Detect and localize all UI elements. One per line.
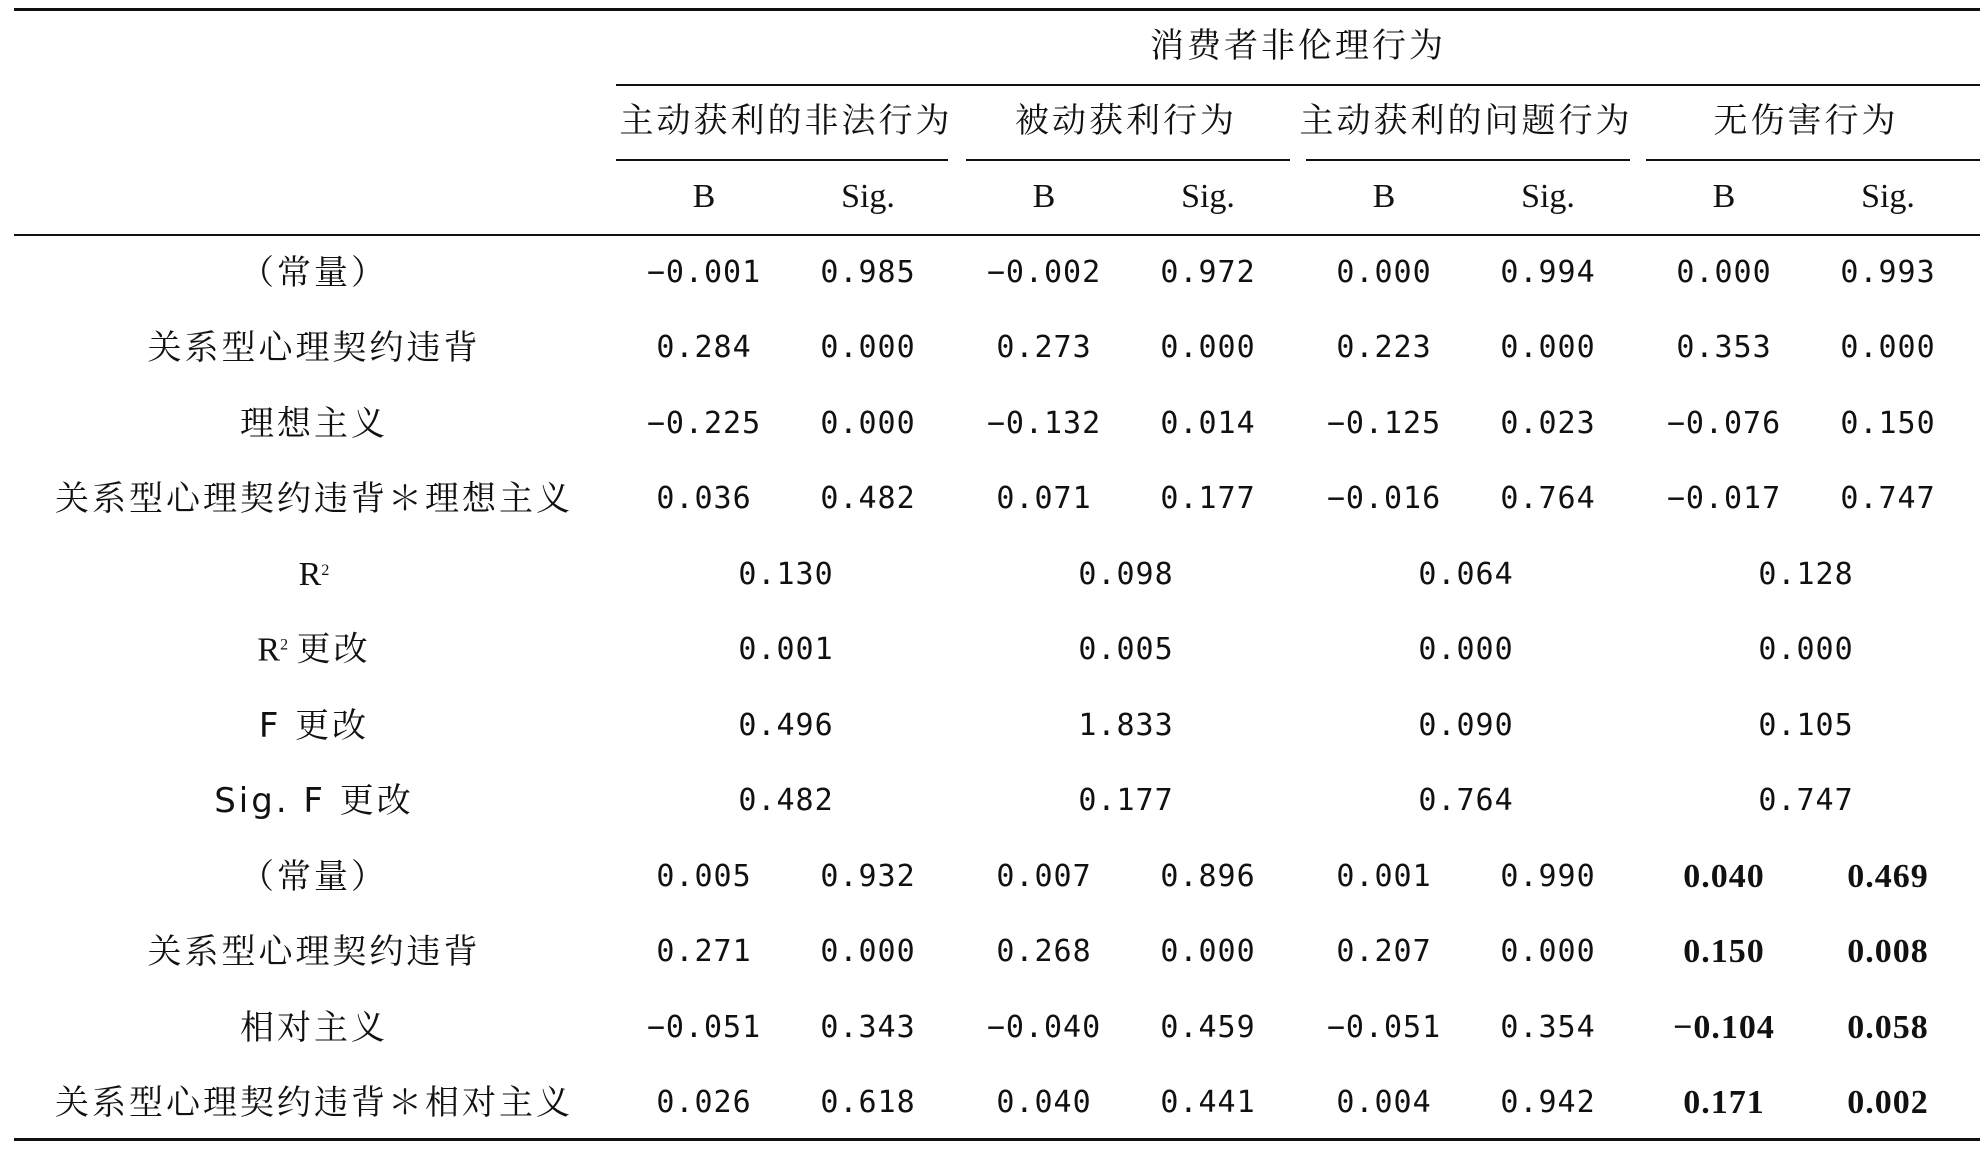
cell-sig: 0.459 bbox=[1160, 1010, 1256, 1045]
cell-sig: 0.942 bbox=[1500, 1085, 1596, 1120]
subgroup-rule-2 bbox=[966, 159, 1290, 161]
cell-b: −0.051 bbox=[1326, 1010, 1442, 1045]
sub-header-sig: Sig. bbox=[1181, 178, 1235, 215]
cell-sig: 0.150 bbox=[1840, 406, 1936, 441]
cell-sig: 0.972 bbox=[1160, 255, 1256, 290]
row-label: 关系型心理契约违背＊理想主义 bbox=[55, 479, 573, 519]
cell-sig: 0.000 bbox=[1500, 330, 1596, 365]
sub-header-b: B bbox=[1032, 178, 1056, 215]
cell-sig-bold: 0.058 bbox=[1847, 1009, 1929, 1046]
f-change-value: 0.496 bbox=[738, 708, 834, 743]
cell-sig: 0.764 bbox=[1500, 481, 1596, 516]
cell-b: 0.284 bbox=[656, 330, 752, 365]
cell-sig: 0.177 bbox=[1160, 481, 1256, 516]
cell-sig: 0.482 bbox=[820, 481, 916, 516]
cell-b-bold: 0.150 bbox=[1683, 933, 1765, 970]
cell-b-bold: 0.040 bbox=[1683, 858, 1765, 895]
r2-value: 0.128 bbox=[1758, 557, 1854, 592]
cell-sig: 0.994 bbox=[1500, 255, 1596, 290]
group-header-3: 主动获利的问题行为 bbox=[1299, 101, 1633, 141]
r2-value: 0.098 bbox=[1078, 557, 1174, 592]
r2-value: 0.130 bbox=[738, 557, 834, 592]
row-label: F 更改 bbox=[258, 706, 370, 746]
group-header-4: 无伤害行为 bbox=[1713, 101, 1899, 141]
cell-b: 0.000 bbox=[1676, 255, 1772, 290]
bottom-rule bbox=[14, 1138, 1980, 1141]
r2-value: 0.064 bbox=[1418, 557, 1514, 592]
cell-b: 0.005 bbox=[656, 859, 752, 894]
cell-b: 0.271 bbox=[656, 934, 752, 969]
f-change-value: 0.105 bbox=[1758, 708, 1854, 743]
cell-sig: 0.932 bbox=[820, 859, 916, 894]
cell-b: 0.026 bbox=[656, 1085, 752, 1120]
cell-b: 0.036 bbox=[656, 481, 752, 516]
r2-change-label: $R^2$ 更改 bbox=[257, 629, 371, 670]
sub-header-b: B bbox=[1712, 178, 1736, 215]
row-label: 相对主义 bbox=[240, 1008, 388, 1048]
f-change-value: 0.090 bbox=[1418, 708, 1514, 743]
cell-sig-bold: 0.008 bbox=[1847, 933, 1929, 970]
cell-sig: 0.747 bbox=[1840, 481, 1936, 516]
cell-b: −0.051 bbox=[646, 1010, 762, 1045]
cell-sig: 0.354 bbox=[1500, 1010, 1596, 1045]
cell-b: 0.268 bbox=[996, 934, 1092, 969]
subgroup-rule-3 bbox=[1306, 159, 1630, 161]
cell-sig: 0.014 bbox=[1160, 406, 1256, 441]
sub-header-b: B bbox=[1372, 178, 1396, 215]
group-header-2: 被动获利行为 bbox=[1015, 101, 1237, 141]
top-rule bbox=[14, 8, 1980, 11]
cell-b: −0.225 bbox=[646, 406, 762, 441]
r2-change-value: 0.005 bbox=[1078, 632, 1174, 667]
cell-b: 0.207 bbox=[1336, 934, 1432, 969]
cell-b: −0.016 bbox=[1326, 481, 1442, 516]
cell-sig-bold: 0.469 bbox=[1847, 858, 1929, 895]
cell-sig: 0.000 bbox=[820, 934, 916, 969]
cell-b: −0.125 bbox=[1326, 406, 1442, 441]
cell-b-bold: −0.104 bbox=[1673, 1009, 1775, 1046]
row-label: Sig. F 更改 bbox=[214, 781, 414, 821]
cell-sig: 0.000 bbox=[1840, 330, 1936, 365]
cell-b: −0.001 bbox=[646, 255, 762, 290]
cell-sig: 0.441 bbox=[1160, 1085, 1256, 1120]
cell-b: −0.040 bbox=[986, 1010, 1102, 1045]
cell-sig: 0.000 bbox=[1160, 934, 1256, 969]
cell-b: −0.002 bbox=[986, 255, 1102, 290]
group-header-rule bbox=[616, 84, 1980, 86]
cell-sig: 0.985 bbox=[820, 255, 916, 290]
top-header: 消费者非伦理行为 bbox=[1150, 26, 1446, 66]
cell-sig: 0.000 bbox=[1160, 330, 1256, 365]
cell-b: 0.001 bbox=[1336, 859, 1432, 894]
cell-sig: 0.343 bbox=[820, 1010, 916, 1045]
cell-sig: 0.023 bbox=[1500, 406, 1596, 441]
cell-b: −0.132 bbox=[986, 406, 1102, 441]
cell-b: 0.353 bbox=[1676, 330, 1772, 365]
cell-sig: 0.618 bbox=[820, 1085, 916, 1120]
cell-sig: 0.000 bbox=[820, 406, 916, 441]
r2-change-value: 0.000 bbox=[1758, 632, 1854, 667]
sub-header-sig: Sig. bbox=[841, 178, 895, 215]
cell-sig: 0.990 bbox=[1500, 859, 1596, 894]
f-change-value: 1.833 bbox=[1078, 708, 1174, 743]
group-header-1: 主动获利的非法行为 bbox=[619, 101, 953, 141]
sig-f-change-value: 0.747 bbox=[1758, 783, 1854, 818]
row-label: （常量） bbox=[240, 253, 388, 293]
cell-sig: 0.000 bbox=[820, 330, 916, 365]
cell-b: 0.004 bbox=[1336, 1085, 1432, 1120]
sig-f-change-value: 0.764 bbox=[1418, 783, 1514, 818]
sub-header-sig: Sig. bbox=[1861, 178, 1915, 215]
subgroup-rule-4 bbox=[1646, 159, 1980, 161]
r2-change-value: 0.000 bbox=[1418, 632, 1514, 667]
cell-sig: 0.000 bbox=[1500, 934, 1596, 969]
cell-b-bold: 0.171 bbox=[1683, 1084, 1765, 1121]
sub-header-sig: Sig. bbox=[1521, 178, 1575, 215]
cell-b: −0.017 bbox=[1666, 481, 1782, 516]
cell-sig: 0.993 bbox=[1840, 255, 1936, 290]
r2-label: $R^2$ bbox=[298, 556, 330, 593]
cell-b: 0.223 bbox=[1336, 330, 1432, 365]
row-label: 关系型心理契约违背 bbox=[147, 932, 481, 972]
sig-f-change-value: 0.482 bbox=[738, 783, 834, 818]
cell-sig-bold: 0.002 bbox=[1847, 1084, 1929, 1121]
row-label: 关系型心理契约违背＊相对主义 bbox=[55, 1083, 573, 1123]
header-bottom-rule bbox=[14, 234, 1980, 236]
subgroup-rule-1 bbox=[616, 159, 948, 161]
cell-b: 0.273 bbox=[996, 330, 1092, 365]
cell-b: 0.071 bbox=[996, 481, 1092, 516]
row-label: 关系型心理契约违背 bbox=[147, 328, 481, 368]
sub-header-b: B bbox=[692, 178, 716, 215]
cell-b: 0.000 bbox=[1336, 255, 1432, 290]
sig-f-change-value: 0.177 bbox=[1078, 783, 1174, 818]
cell-b: −0.076 bbox=[1666, 406, 1782, 441]
cell-b: 0.040 bbox=[996, 1085, 1092, 1120]
row-label: （常量） bbox=[240, 857, 388, 897]
cell-sig: 0.896 bbox=[1160, 859, 1256, 894]
row-label: 理想主义 bbox=[240, 404, 388, 444]
cell-b: 0.007 bbox=[996, 859, 1092, 894]
r2-change-value: 0.001 bbox=[738, 632, 834, 667]
